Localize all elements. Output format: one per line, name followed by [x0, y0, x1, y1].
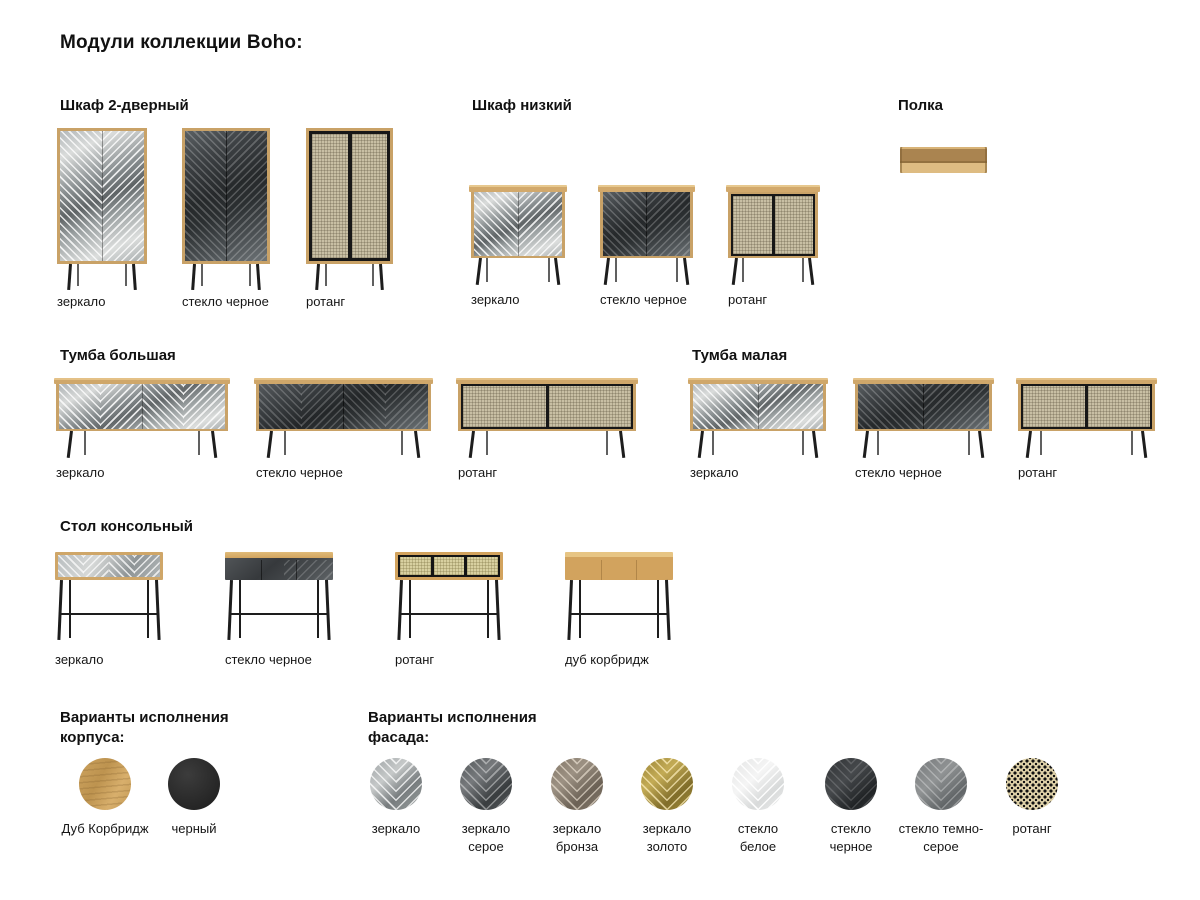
swatch-facade-mirror-gold	[627, 758, 707, 855]
black-swatch-circle	[168, 758, 220, 810]
console-rattan-image	[395, 552, 503, 640]
legs	[471, 258, 565, 285]
legs	[600, 258, 693, 285]
product-tumba-small-mirror	[690, 378, 826, 480]
product-tumba-small-rattan	[1018, 378, 1155, 480]
swatch-label: зеркало серое	[461, 821, 511, 854]
page-title: Модули коллекции Boho:	[60, 32, 303, 53]
product-tumba-big-rattan	[458, 378, 636, 480]
product-label: зеркало	[56, 465, 105, 480]
console-oak-image	[565, 552, 673, 640]
product-label: стекло черное	[256, 465, 343, 480]
swatch-label: Дуб Корбридж	[61, 821, 149, 836]
swatch-label: зеркало бронза	[552, 821, 602, 854]
swatch-facade-glass-black	[811, 758, 891, 855]
shkaf2-rattan-image	[306, 128, 393, 290]
rattan-swatch-circle	[1006, 758, 1058, 810]
product-tumba-small-black-glass	[855, 378, 992, 480]
legs	[565, 580, 673, 640]
product-label: ротанг	[1018, 465, 1058, 480]
tumba-small-mirror-image	[690, 378, 826, 458]
swatch-facade-glass-white	[718, 758, 798, 855]
section-title-shkaf2: Шкаф 2-дверный	[60, 97, 189, 114]
swatch-facade-rattan	[992, 758, 1072, 838]
product-label: зеркало	[471, 292, 520, 307]
section-title-shkaf-low: Шкаф низкий	[472, 97, 572, 114]
oak-swatch-circle	[79, 758, 131, 810]
product-label: зеркало	[57, 294, 106, 309]
product-label: ротанг	[306, 294, 346, 309]
product-console-rattan	[395, 552, 503, 667]
legs	[56, 431, 228, 458]
swatch-facade-mirror	[356, 758, 436, 838]
legs	[1018, 431, 1155, 458]
shkaf2-mirror-image	[57, 128, 147, 290]
product-shkaf2-rattan	[306, 128, 393, 309]
product-shkaf2-mirror	[57, 128, 147, 309]
section-title-corpus: Варианты исполнения корпуса:	[60, 709, 229, 746]
swatch-label: стекло темно-серое	[898, 821, 984, 854]
tumba-small-rattan-image	[1018, 378, 1155, 458]
glass-dark-grey-swatch-circle	[915, 758, 967, 810]
mirror-gold-swatch-circle	[641, 758, 693, 810]
product-label: ротанг	[395, 652, 435, 667]
mirror-grey-swatch-circle	[460, 758, 512, 810]
legs	[57, 264, 147, 290]
section-title-console: Стол консольный	[60, 518, 193, 535]
legs	[256, 431, 431, 458]
product-shkaf-low-rattan	[728, 185, 818, 307]
section-title-facade: Варианты исполнения фасада:	[368, 709, 537, 746]
tumba-big-black-glass-image	[256, 378, 431, 458]
product-label: стекло черное	[182, 294, 269, 309]
product-shkaf2-black-glass	[182, 128, 270, 309]
legs	[55, 580, 163, 640]
console-black-glass-image	[225, 552, 333, 640]
product-label: ротанг	[728, 292, 768, 307]
product-label: зеркало	[55, 652, 104, 667]
section-title-tumba-small: Тумба малая	[692, 347, 788, 364]
section-title-polka: Полка	[898, 97, 943, 114]
tumba-big-mirror-image	[56, 378, 228, 458]
shkaf-low-mirror-image	[471, 185, 565, 285]
swatch-facade-glass-dark-grey	[893, 758, 989, 855]
shkaf2-black-glass-image	[182, 128, 270, 290]
product-label: стекло черное	[600, 292, 687, 307]
product-tumba-big-mirror	[56, 378, 228, 480]
product-label: стекло черное	[225, 652, 312, 667]
swatch-label: зеркало золото	[642, 821, 692, 854]
product-console-oak	[565, 552, 673, 667]
swatch-label: зеркало	[371, 821, 421, 836]
swatch-facade-mirror-bronze	[537, 758, 617, 855]
swatch-label: стекло белое	[737, 821, 779, 854]
console-mirror-image	[55, 552, 163, 640]
swatch-label: ротанг	[1012, 821, 1052, 836]
swatch-corpus-black	[139, 758, 249, 838]
product-console-black-glass	[225, 552, 333, 667]
tumba-small-black-glass-image	[855, 378, 992, 458]
mirror-bronze-swatch-circle	[551, 758, 603, 810]
product-shkaf-low-black-glass	[600, 185, 693, 307]
legs	[225, 580, 333, 640]
shkaf-low-rattan-image	[728, 185, 818, 285]
product-label: зеркало	[690, 465, 739, 480]
product-label: ротанг	[458, 465, 498, 480]
product-tumba-big-black-glass	[256, 378, 431, 480]
product-shkaf-low-mirror	[471, 185, 565, 307]
product-label: стекло черное	[855, 465, 942, 480]
legs	[395, 580, 503, 640]
mirror-swatch-circle	[370, 758, 422, 810]
legs	[306, 264, 393, 290]
section-title-tumba-big: Тумба большая	[60, 347, 176, 364]
glass-white-swatch-circle	[732, 758, 784, 810]
legs	[855, 431, 992, 458]
glass-black-swatch-circle	[825, 758, 877, 810]
polka-shelf-image	[900, 147, 987, 173]
legs	[728, 258, 818, 285]
legs	[182, 264, 270, 290]
swatch-facade-mirror-grey	[446, 758, 526, 855]
legs	[458, 431, 636, 458]
shkaf-low-black-glass-image	[600, 185, 693, 285]
swatch-label: стекло черное	[829, 821, 873, 854]
product-console-mirror	[55, 552, 163, 667]
swatch-label: черный	[171, 821, 217, 836]
tumba-big-rattan-image	[458, 378, 636, 458]
legs	[690, 431, 826, 458]
product-label: дуб корбридж	[565, 652, 649, 667]
